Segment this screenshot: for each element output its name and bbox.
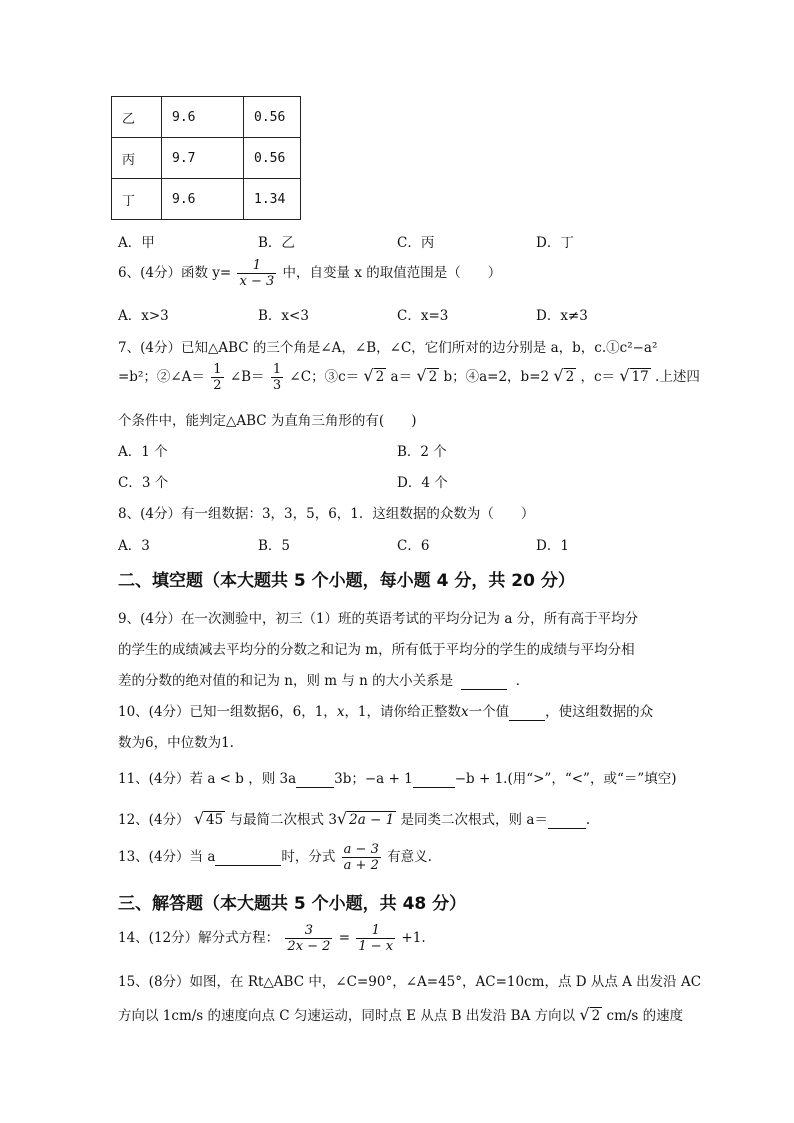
q7-radicand-4: 17 bbox=[631, 369, 649, 385]
q8-option-a: A．3 bbox=[118, 538, 150, 554]
q11-blank-2 bbox=[413, 771, 455, 788]
q15-line-2 bbox=[118, 1004, 683, 1024]
q14-fraction-2 bbox=[356, 923, 395, 954]
q13-fraction bbox=[342, 842, 381, 873]
q7-radical-3: √ 2 bbox=[553, 366, 575, 385]
table-cell: 9.6 bbox=[162, 179, 244, 220]
q7-radical-1: √ 2 bbox=[363, 366, 385, 385]
q13-answer-blank bbox=[215, 849, 281, 866]
q7-text-b: ∠B＝ bbox=[229, 369, 265, 385]
q15-line-1: 15、(8分）如图，在 Rt△ABC 中，∠C=90°，∠A=45°，AC=10cm，点 D 从点 A 出发沿 AC bbox=[118, 974, 702, 990]
q5-option-a: A．甲 bbox=[118, 235, 155, 251]
q6-fraction bbox=[237, 258, 276, 289]
q11-question bbox=[118, 767, 677, 788]
q7-text-e: b；④a=2，b=2 bbox=[443, 369, 550, 385]
q10-middle: ，1，请你给正整数 bbox=[344, 704, 462, 720]
q7-option-d: D．4 个 bbox=[397, 475, 448, 491]
table-cell: 丙 bbox=[112, 138, 162, 179]
q6-numerator: 1 bbox=[237, 258, 276, 274]
q15-radicand: 2 bbox=[591, 1008, 601, 1024]
q10-var-x: x bbox=[336, 704, 345, 720]
q14-prefix: 14、(12分）解分式方程： bbox=[118, 930, 280, 946]
table-cell: 9.6 bbox=[162, 97, 244, 138]
q10-var-x-2: x bbox=[461, 704, 469, 720]
q15-radical: √ 2 bbox=[579, 1005, 601, 1024]
section-3-heading: 三、解答题（本大题共 5 个小题，共 48 分） bbox=[118, 894, 467, 914]
q11-text-c: −b + 1.(用“>”，“<”，或“＝”填空) bbox=[454, 771, 677, 787]
table-cell: 0.56 bbox=[244, 138, 301, 179]
q13-middle: 时，分式 bbox=[281, 849, 336, 865]
q7-line-3: 个条件中，能判定△ABC 为直角三角形的有( ) bbox=[118, 413, 417, 429]
q12-radicand-1: 45 bbox=[206, 812, 224, 828]
q13-suffix: 有意义. bbox=[387, 849, 432, 865]
q7-fraction-half bbox=[211, 362, 223, 393]
q7-radicand-2: 2 bbox=[428, 369, 438, 385]
q15-line-2-prefix: 方向以 1cm/s 的速度向点 C 匀速运动，同时点 E 从点 B 出发沿 BA 方向以 bbox=[118, 1008, 576, 1024]
q10-line-2: 数为6，中位数为1. bbox=[118, 735, 234, 751]
q6-option-b: B．x<3 bbox=[258, 308, 309, 324]
q12-radical-2: √ 2a − 1 bbox=[336, 809, 395, 828]
q12-middle: 与最简二次根式 3 bbox=[229, 812, 337, 828]
q7-f1-num: 1 bbox=[213, 362, 222, 377]
q9-answer-blank bbox=[461, 673, 507, 690]
q10-answer-blank bbox=[509, 704, 545, 721]
q9-line-1: 9、(4分）在一次测验中，初三（1）班的英语考试的平均分记为 a 分，所有高于平均分 bbox=[118, 611, 639, 627]
q7-radical-2: √ 2 bbox=[416, 366, 438, 385]
q6-denominator: x − 3 bbox=[239, 274, 275, 289]
q13-prefix: 13、(4分）当 a bbox=[118, 849, 216, 865]
q10-suffix: ，使这组数据的众 bbox=[545, 704, 654, 720]
score-table bbox=[111, 96, 301, 220]
q5-option-d: D．丁 bbox=[536, 235, 574, 251]
q6-option-c: C．x=3 bbox=[397, 308, 449, 324]
q12-radicand-2: 2a − 1 bbox=[349, 812, 395, 828]
q7-radical-4: √ 17 bbox=[619, 366, 649, 385]
q10-prefix: 10、(4分）已知一组数据6，6，1， bbox=[118, 704, 337, 720]
q7-option-c: C．3 个 bbox=[118, 475, 169, 491]
q10-middle-2: 一个值 bbox=[468, 704, 510, 720]
q14-suffix: +1. bbox=[401, 930, 426, 946]
q6-question bbox=[118, 258, 501, 289]
table-row bbox=[112, 97, 301, 138]
q5-option-b: B．乙 bbox=[258, 235, 295, 251]
q8-option-b: B．5 bbox=[258, 538, 291, 554]
q8-option-c: C．6 bbox=[397, 538, 430, 554]
q6-suffix: 中，自变量 x 的取值范围是（ ） bbox=[282, 265, 502, 281]
q14-f1-num: 3 bbox=[285, 923, 332, 939]
q14-question bbox=[118, 923, 426, 954]
q9-line-3 bbox=[118, 669, 529, 690]
q10-line-1 bbox=[118, 700, 653, 721]
q14-f1-den: 2x − 2 bbox=[287, 939, 331, 954]
q15-line-2-suffix: cm/s 的速度 bbox=[606, 1008, 684, 1024]
q12-suffix: 是同类二次根式，则 a＝ bbox=[400, 812, 548, 828]
q12-answer-blank bbox=[548, 812, 586, 829]
q7-option-a: A．1 个 bbox=[118, 444, 168, 460]
q14-fraction-1 bbox=[285, 923, 332, 954]
q9-line-3-end: ． bbox=[515, 673, 530, 689]
q11-blank-1 bbox=[296, 771, 334, 788]
q6-prefix: 6、(4分）函数 y= bbox=[118, 265, 232, 281]
table-row bbox=[112, 179, 301, 220]
q7-text-a: =b²；②∠A＝ bbox=[118, 369, 205, 385]
q12-prefix: 12、(4分） bbox=[118, 812, 190, 828]
section-2-heading: 二、填空题（本大题共 5 个小题，每小题 4 分，共 20 分） bbox=[118, 571, 575, 591]
q8-question: 8、(4分）有一组数据：3，3，5，6，1．这组数据的众数为（ ） bbox=[118, 506, 535, 522]
q14-f2-den: 1 − x bbox=[358, 939, 394, 954]
q5-option-c: C．丙 bbox=[397, 235, 435, 251]
q6-option-d: D．x≠3 bbox=[536, 308, 588, 324]
q7-fraction-third bbox=[271, 362, 283, 393]
q7-radicand-3: 2 bbox=[565, 369, 575, 385]
q7-line-1: 7、(4分）已知△ABC 的三个角是∠A，∠B，∠C，它们所对的边分别是 a，b，c.①c²−a² bbox=[118, 340, 658, 356]
q13-question bbox=[118, 842, 432, 873]
q11-text-a: 11、(4分）若 a < b ，则 3a bbox=[118, 771, 297, 787]
q13-numerator: a − 3 bbox=[343, 842, 379, 857]
q7-f2-num: 1 bbox=[272, 362, 282, 377]
q12-end: . bbox=[585, 812, 591, 828]
table-cell: 0.56 bbox=[244, 97, 301, 138]
q6-option-a: A．x>3 bbox=[118, 308, 169, 324]
table-cell: 丁 bbox=[112, 179, 162, 220]
q8-option-d: D．1 bbox=[536, 538, 569, 554]
q7-text-d: a＝ bbox=[390, 369, 413, 385]
q7-option-b: B．2 个 bbox=[397, 444, 447, 460]
q11-text-b: 3b；−a + 1 bbox=[334, 771, 413, 787]
q14-equals: = bbox=[338, 930, 351, 946]
q7-f1-den: 2 bbox=[213, 378, 222, 393]
table-cell: 1.34 bbox=[244, 179, 301, 220]
table-cell: 9.7 bbox=[162, 138, 244, 179]
table-cell: 乙 bbox=[112, 97, 162, 138]
q12-radical-1: √ 45 bbox=[193, 809, 224, 828]
q7-text-f: ，c＝ bbox=[580, 369, 616, 385]
q7-text-g: .上述四 bbox=[655, 369, 700, 385]
q9-line-2: 的学生的成绩减去平均分的分数之和记为 m，所有低于平均分的学生的成绩与平均分相 bbox=[118, 642, 635, 658]
q7-text-c: ∠C；③c＝ bbox=[289, 369, 360, 385]
q12-question bbox=[118, 808, 590, 829]
q14-f2-num: 1 bbox=[356, 923, 395, 939]
q7-line-2 bbox=[118, 362, 700, 393]
q9-line-3-text: 差的分数的绝对值的和记为 n，则 m 与 n 的大小关系是 bbox=[118, 673, 454, 689]
table-row bbox=[112, 138, 301, 179]
q7-f2-den: 3 bbox=[272, 378, 282, 393]
q7-radicand-1: 2 bbox=[375, 369, 385, 385]
q13-denominator: a + 2 bbox=[343, 858, 379, 873]
